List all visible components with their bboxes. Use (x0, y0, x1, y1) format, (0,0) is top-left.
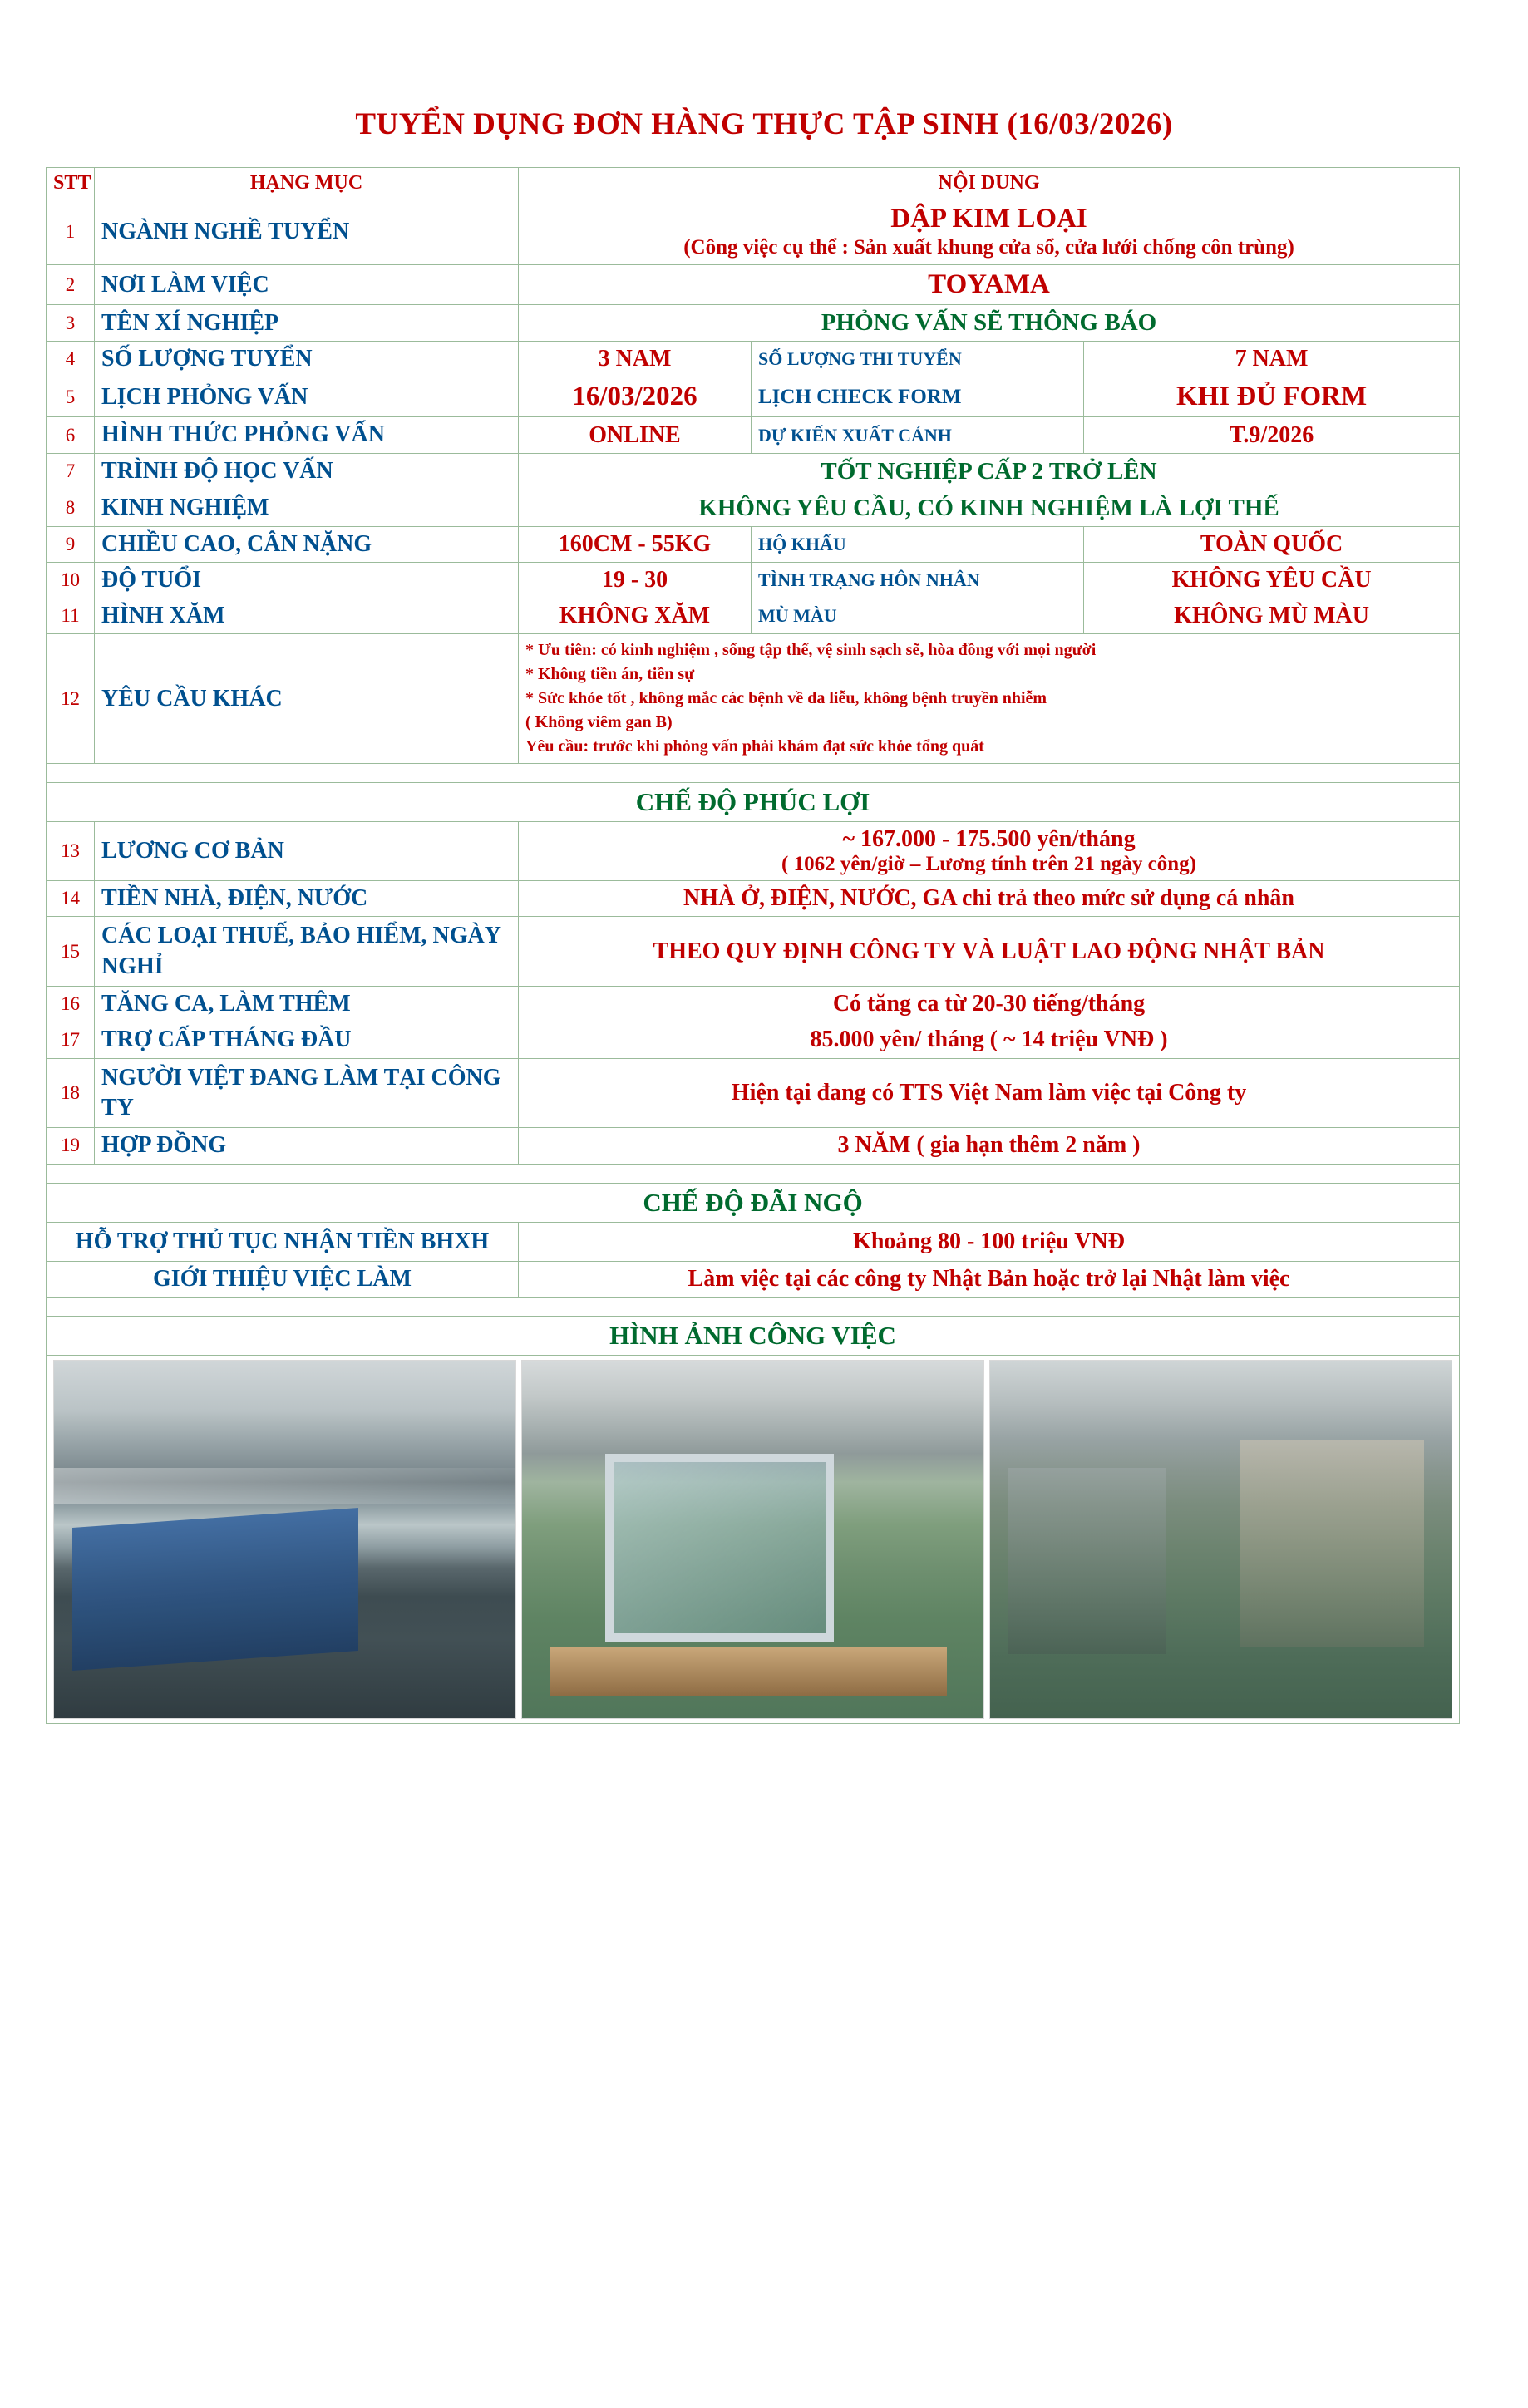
row-label: TÊN XÍ NGHIỆP (95, 305, 519, 342)
row-label: HÌNH XĂM (95, 598, 519, 634)
header-content: NỘI DUNG (519, 168, 1460, 199)
section-header-benefits (47, 1183, 1460, 1222)
row-value: KHÔNG YÊU CẦU, CÓ KINH NGHIỆM LÀ LỢI THẾ (519, 490, 1460, 526)
window-frame-assembly-photo (521, 1360, 984, 1719)
row-value (519, 634, 1460, 764)
row-label-secondary: HỘ KHẨU (752, 526, 1084, 562)
row-value: PHỎNG VẤN SẼ THÔNG BÁO (519, 305, 1460, 342)
row-label: YÊU CẦU KHÁC (95, 634, 519, 764)
row-stt: 11 (47, 598, 95, 634)
row-value-secondary: TOÀN QUỐC (1084, 526, 1460, 562)
row-stt: 12 (47, 634, 95, 764)
table-row (47, 526, 1460, 562)
row-label: NƠI LÀM VIỆC (95, 265, 519, 305)
table-row (47, 1222, 1460, 1261)
row-stt: 10 (47, 562, 95, 598)
row-value: TỐT NGHIỆP CẤP 2 TRỞ LÊN (519, 453, 1460, 490)
row-stt: 15 (47, 917, 95, 987)
job-detail: (Công việc cụ thể : Sản xuất khung cửa sổ, cửa lưới chống côn trùng) (683, 236, 1294, 259)
recruitment-table (46, 167, 1460, 1724)
row-value: 19 - 30 (519, 562, 752, 598)
row-stt: 7 (47, 453, 95, 490)
page-title: TUYỂN DỤNG ĐƠN HÀNG THỰC TẬP SINH (16/03/2026) (355, 107, 1173, 141)
table-row (47, 881, 1460, 917)
row-stt: 18 (47, 1058, 95, 1128)
row-stt: 3 (47, 305, 95, 342)
row-value-secondary: KHÔNG MÙ MÀU (1084, 598, 1460, 634)
section-title: CHẾ ĐỘ ĐÃI NGỘ (47, 1183, 1460, 1222)
row-label: LƯƠNG CƠ BẢN (95, 822, 519, 881)
factory-aisle-workers-photo (989, 1360, 1452, 1719)
row-label: NGƯỜI VIỆT ĐANG LÀM TẠI CÔNG TY (95, 1058, 519, 1128)
job-title: DẬP KIM LOẠI (890, 204, 1087, 234)
row-value: 3 NĂM ( gia hạn thêm 2 năm ) (519, 1128, 1460, 1164)
table-row (47, 562, 1460, 598)
row-label: TRỢ CẤP THÁNG ĐẦU (95, 1022, 519, 1058)
photo-cell (47, 1356, 1460, 1724)
row-label: TĂNG CA, LÀM THÊM (95, 987, 519, 1022)
table-row (47, 305, 1460, 342)
table-row (47, 342, 1460, 377)
row-value (519, 199, 1460, 265)
table-row (47, 987, 1460, 1022)
table-row (47, 417, 1460, 453)
section-spacer (47, 764, 1460, 783)
row-value: 85.000 yên/ tháng ( ~ 14 triệu VNĐ ) (519, 1022, 1460, 1058)
section-header-images (47, 1317, 1460, 1356)
table-row (47, 634, 1460, 764)
row-value (519, 822, 1460, 881)
row-label: TRÌNH ĐỘ HỌC VẤN (95, 453, 519, 490)
factory-cnc-line-photo (53, 1360, 516, 1719)
table-row (47, 822, 1460, 881)
section-title: HÌNH ẢNH CÔNG VIỆC (47, 1317, 1460, 1356)
section-spacer (47, 1164, 1460, 1183)
row-label: CÁC LOẠI THUẾ, BẢO HIỂM, NGÀY NGHỈ (95, 917, 519, 987)
row-value: 16/03/2026 (519, 377, 752, 417)
row-label: HỖ TRỢ THỦ TỤC NHẬN TIỀN BHXH (47, 1222, 519, 1261)
row-stt: 6 (47, 417, 95, 453)
photo-row (47, 1356, 1460, 1724)
row-label-secondary: MÙ MÀU (752, 598, 1084, 634)
row-value: Khoảng 80 - 100 triệu VNĐ (519, 1222, 1460, 1261)
row-label-secondary: TÌNH TRẠNG HÔN NHÂN (752, 562, 1084, 598)
salary-main: ~ 167.000 - 175.500 yên/tháng (842, 826, 1136, 853)
row-label: SỐ LƯỢNG TUYỂN (95, 342, 519, 377)
row-stt: 2 (47, 265, 95, 305)
note-line: * Không tiền án, tiền sự (525, 665, 695, 684)
row-label: HỢP ĐỒNG (95, 1128, 519, 1164)
section-header-welfare (47, 783, 1460, 822)
table-row (47, 1261, 1460, 1297)
header-item: HẠNG MỤC (95, 168, 519, 199)
table-row (47, 199, 1460, 265)
row-value-secondary: KHI ĐỦ FORM (1084, 377, 1460, 417)
row-value-secondary: T.9/2026 (1084, 417, 1460, 453)
row-stt: 9 (47, 526, 95, 562)
table-row (47, 598, 1460, 634)
row-value: Làm việc tại các công ty Nhật Bản hoặc trở lại Nhật làm việc (519, 1261, 1460, 1297)
row-label: CHIỀU CAO, CÂN NẶNG (95, 526, 519, 562)
row-stt: 5 (47, 377, 95, 417)
row-label: ĐỘ TUỔI (95, 562, 519, 598)
row-value: KHÔNG XĂM (519, 598, 752, 634)
row-stt: 14 (47, 881, 95, 917)
photo-gallery (53, 1360, 1452, 1719)
row-label-secondary: LỊCH CHECK FORM (752, 377, 1084, 417)
table-row (47, 917, 1460, 987)
row-value: Có tăng ca từ 20-30 tiếng/tháng (519, 987, 1460, 1022)
row-label: GIỚI THIỆU VIỆC LÀM (47, 1261, 519, 1297)
row-value: THEO QUY ĐỊNH CÔNG TY VÀ LUẬT LAO ĐỘNG NHẬT BẢN (519, 917, 1460, 987)
row-label-secondary: SỐ LƯỢNG THI TUYỂN (752, 342, 1084, 377)
row-stt: 13 (47, 822, 95, 881)
table-row (47, 1128, 1460, 1164)
row-stt: 16 (47, 987, 95, 1022)
table-row (47, 377, 1460, 417)
table-row (47, 453, 1460, 490)
row-stt: 4 (47, 342, 95, 377)
section-title: CHẾ ĐỘ PHÚC LỢI (47, 783, 1460, 822)
header-stt: STT (47, 168, 95, 199)
row-stt: 1 (47, 199, 95, 265)
row-value-secondary: KHÔNG YÊU CẦU (1084, 562, 1460, 598)
row-value-secondary: 7 NAM (1084, 342, 1460, 377)
row-stt: 17 (47, 1022, 95, 1058)
row-label: HÌNH THỨC PHỎNG VẤN (95, 417, 519, 453)
row-value: 160CM - 55KG (519, 526, 752, 562)
row-label-secondary: DỰ KIẾN XUẤT CẢNH (752, 417, 1084, 453)
table-row (47, 1022, 1460, 1058)
row-value: Hiện tại đang có TTS Việt Nam làm việc tại Công ty (519, 1058, 1460, 1128)
row-value: 3 NAM (519, 342, 752, 377)
row-label: KINH NGHIỆM (95, 490, 519, 526)
salary-detail: ( 1062 yên/giờ – Lương tính trên 21 ngày công) (781, 853, 1196, 876)
table-header-row (47, 168, 1460, 199)
note-line: * Ưu tiên: có kinh nghiệm , sống tập thể, vệ sinh sạch sẽ, hòa đồng với mọi người (525, 641, 1097, 660)
note-line: ( Không viêm gan B) (525, 713, 673, 732)
row-label: TIỀN NHÀ, ĐIỆN, NƯỚC (95, 881, 519, 917)
row-value: NHÀ Ở, ĐIỆN, NƯỚC, GA chi trả theo mức sử dụng cá nhân (519, 881, 1460, 917)
table-row (47, 1058, 1460, 1128)
row-stt: 8 (47, 490, 95, 526)
table-row (47, 490, 1460, 526)
note-line: * Sức khỏe tốt , không mắc các bệnh về da liễu, không bệnh truyền nhiễm (525, 689, 1047, 708)
note-line: Yêu cầu: trước khi phỏng vấn phải khám đạt sức khỏe tổng quát (525, 737, 984, 756)
table-row (47, 265, 1460, 305)
row-stt: 19 (47, 1128, 95, 1164)
section-spacer (47, 1298, 1460, 1317)
row-value: ONLINE (519, 417, 752, 453)
row-label: NGÀNH NGHỀ TUYỂN (95, 199, 519, 265)
row-value: TOYAMA (519, 265, 1460, 305)
row-label: LỊCH PHỎNG VẤN (95, 377, 519, 417)
